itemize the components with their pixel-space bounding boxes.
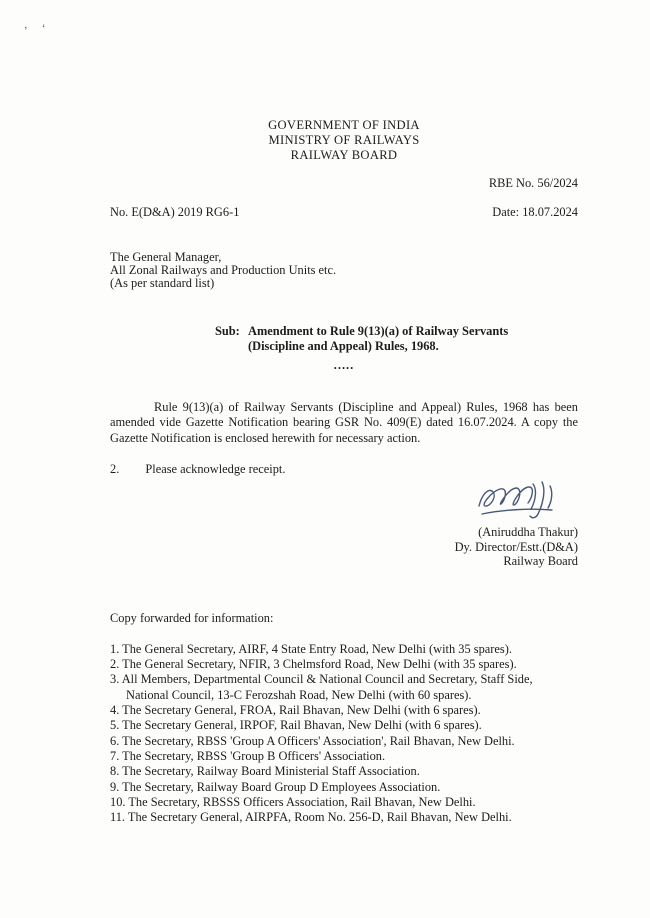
rbe-number: RBE No. 56/2024 bbox=[488, 176, 578, 190]
signatory-designation: Dy. Director/Estt.(D&A) bbox=[454, 539, 578, 554]
file-number: No. E(D&A) 2019 RG6-1 bbox=[110, 205, 240, 219]
body-paragraph-1: Rule 9(13)(a) of Railway Servants (Discipline and Appeal) Rules, 1968 has been amended vide Gazette Notification bearing GSR No. 409(E) dated 16.07.2024. A copy the Gazette Notification is enclosed herewith for necessary action. bbox=[110, 399, 578, 445]
addressee-block bbox=[110, 251, 578, 291]
addressee-line-1: The General Manager, bbox=[110, 250, 222, 264]
cc-item: 5. The Secretary General, IRPOF, Rail Bhavan, New Delhi (with 6 spares). bbox=[110, 718, 482, 733]
letterhead-govt: GOVERNMENT OF INDIA bbox=[268, 118, 420, 132]
subject-block bbox=[215, 324, 578, 354]
cc-item: 1. The General Secretary, AIRF, 4 State Entry Road, New Delhi (with 35 spares). bbox=[110, 641, 512, 656]
addressee-line-3: (As per standard list) bbox=[110, 276, 215, 291]
pen-mark: ’ ‘ bbox=[23, 20, 53, 38]
signature-block bbox=[110, 479, 578, 569]
cc-list bbox=[110, 642, 578, 826]
cc-item: 8. The Secretary, Railway Board Ministerial Staff Association. bbox=[110, 764, 420, 779]
paragraph-text: Please acknowledge receipt. bbox=[145, 462, 286, 477]
cc-item: 11. The Secretary General, AIRPFA, Room No. 256-D, Rail Bhavan, New Delhi. bbox=[110, 810, 512, 825]
letterhead-ministry: MINISTRY OF RAILWAYS bbox=[268, 133, 420, 147]
signatory-organization: Railway Board bbox=[503, 554, 578, 569]
paragraph-number: 2. bbox=[110, 462, 120, 477]
letterhead bbox=[110, 118, 578, 163]
subject-separator-dots: ..... bbox=[333, 357, 355, 372]
letter-date: Date: 18.07.2024 bbox=[492, 205, 578, 219]
body-paragraph-2 bbox=[110, 462, 578, 477]
cc-item: 9. The Secretary, Railway Board Group D Employees Association. bbox=[110, 779, 441, 794]
reference-row bbox=[110, 205, 578, 220]
cc-heading: Copy forwarded for information: bbox=[110, 610, 274, 625]
cc-item: 2. The General Secretary, NFIR, 3 Chelmsford Road, New Delhi (with 35 spares). bbox=[110, 657, 517, 672]
cc-item: 4. The Secretary General, FROA, Rail Bhavan, New Delhi (with 6 spares). bbox=[110, 703, 481, 718]
signatory-name: (Aniruddha Thakur) bbox=[478, 525, 578, 540]
letter-content bbox=[110, 0, 578, 825]
cc-item: 3. All Members, Departmental Council & National Council and Secretary, Staff Side, National Council, 13-C Ferozshah Road, New Delhi (with 60 spares). bbox=[110, 672, 533, 702]
letterhead-board: RAILWAY BOARD bbox=[290, 148, 398, 162]
subject-label: Sub: bbox=[215, 323, 240, 338]
cc-item: 10. The Secretary, RBSSS Officers Association, Rail Bhavan, New Delhi. bbox=[110, 794, 476, 809]
cc-item: 7. The Secretary, RBSS 'Group B Officers' Association. bbox=[110, 748, 386, 763]
cc-item: 6. The Secretary, RBSS 'Group A Officers' Association', Rail Bhavan, New Delhi. bbox=[110, 733, 515, 748]
addressee-line-2: All Zonal Railways and Production Units etc. bbox=[110, 263, 337, 278]
handwritten-signature bbox=[472, 479, 568, 523]
subject-text: Amendment to Rule 9(13)(a) of Railway Servants (Discipline and Appeal) Rules, 1968. bbox=[248, 323, 509, 353]
